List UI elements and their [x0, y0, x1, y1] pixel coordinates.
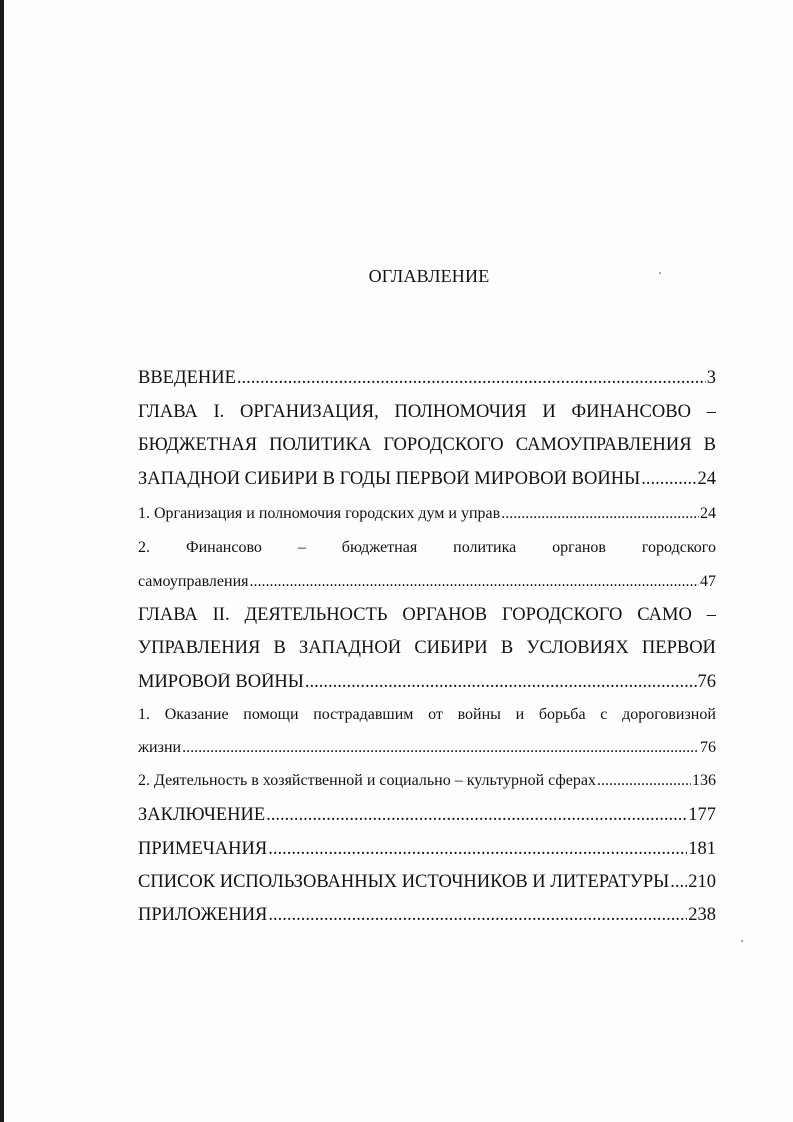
toc-chapter2-line3[interactable]: [138, 673, 716, 692]
toc-word: II.: [212, 606, 230, 625]
toc-section-2-2[interactable]: [138, 773, 716, 789]
toc-chapter2-line1[interactable]: [138, 606, 716, 625]
toc-section-2-1-line1[interactable]: [138, 707, 716, 723]
scan-speck: [741, 940, 743, 942]
toc-word: Оказание: [164, 707, 229, 723]
toc-word: И: [542, 403, 556, 422]
leader-dots: [268, 906, 687, 925]
toc-word: –: [706, 606, 716, 625]
toc-word: –: [706, 403, 716, 422]
toc-section-1-2-line1[interactable]: [138, 540, 716, 556]
toc-word: ФИНАНСОВО: [571, 403, 691, 422]
leader-dots: [182, 740, 699, 756]
toc-entry-label: СПИСОК ИСПОЛЬЗОВАННЫХ ИСТОЧНИКОВ И ЛИТЕРАТУРЫ: [138, 873, 670, 892]
toc-word: В: [500, 639, 514, 658]
toc-chapter2-line2[interactable]: [138, 639, 716, 658]
leader-dots: [501, 506, 699, 522]
toc-word: 1.: [138, 707, 150, 723]
toc-entry-notes[interactable]: [138, 840, 716, 859]
toc-entry-page: 76: [700, 740, 716, 756]
toc-entry-label: 1. Организация и полномочия городских дум и управ: [138, 506, 501, 522]
toc-word: войны: [457, 707, 501, 723]
toc-word: ГОРОДСКОГО: [502, 606, 623, 625]
toc-entry-conclusion[interactable]: [138, 806, 716, 825]
toc-entry-page: 136: [692, 773, 716, 789]
page-title: ОГЛАВЛЕНИЕ: [368, 266, 490, 286]
toc-word: дороговизной: [622, 707, 716, 723]
toc-word: –: [297, 540, 306, 556]
leader-dots: [268, 840, 687, 859]
toc-chapter1-line2[interactable]: [138, 436, 716, 455]
toc-word: и: [515, 707, 525, 723]
toc-entry-label: самоуправления: [138, 574, 249, 590]
toc-word: В: [703, 436, 716, 455]
toc-chapter1-line3[interactable]: [138, 470, 716, 489]
toc-entry-label: ПРИЛОЖЕНИЯ: [138, 906, 268, 925]
toc-section-1-2-line2[interactable]: [138, 574, 716, 590]
toc-entry-sources[interactable]: [138, 873, 716, 892]
toc-word: ЗАПАДНОЙ: [299, 639, 402, 658]
toc-word: УСЛОВИЯХ: [526, 639, 629, 658]
leader-dots: [597, 773, 691, 789]
toc-entry-label: жизни: [138, 740, 182, 756]
toc-entry-page: 177: [688, 806, 716, 825]
toc-word: от: [428, 707, 443, 723]
toc-entry-label: ЗАПАДНОЙ СИБИРИ В ГОДЫ ПЕРВОЙ МИРОВОЙ ВОЙНЫ: [138, 470, 641, 489]
toc-entry-page: 238: [688, 906, 716, 925]
toc-word: борьба: [538, 707, 586, 723]
toc-word: СИБИРИ: [414, 639, 488, 658]
toc-word: ПЕРВОЙ: [641, 639, 716, 658]
leader-dots: [641, 470, 696, 489]
toc-word: ОРГАНОВ: [402, 606, 488, 625]
scan-edge: [0, 0, 4, 1122]
toc-word: САМОУПРАВЛЕНИЯ: [515, 436, 692, 455]
toc-word: ДЕЯТЕЛЬНОСТЬ: [244, 606, 388, 625]
toc-word: ПОЛНОМОЧИЯ: [394, 403, 527, 422]
toc-entry-label: ВВЕДЕНИЕ: [138, 369, 236, 388]
toc-entry-page: 24: [700, 506, 716, 522]
toc-entry-label: МИРОВОЙ ВОЙНЫ: [138, 673, 304, 692]
toc-word: пострадавшим: [313, 707, 414, 723]
toc-word: В: [273, 639, 286, 658]
toc-word: ОРГАНИЗАЦИЯ,: [240, 403, 379, 422]
toc-entry-page: 181: [688, 840, 716, 859]
toc-section-2-1-line2[interactable]: [138, 740, 716, 756]
toc-word: ГЛАВА: [138, 606, 198, 625]
toc-entry-page: 3: [706, 369, 716, 388]
toc-word: помощи: [243, 707, 299, 723]
toc-word: 2.: [138, 540, 150, 556]
toc-entry-page: 76: [697, 673, 716, 692]
toc-entry-page: 47: [700, 574, 716, 590]
toc-entry-intro[interactable]: [138, 369, 716, 388]
toc-word: ГЛАВА: [138, 403, 198, 422]
toc-word: органов: [552, 540, 606, 556]
toc-word: с: [600, 707, 608, 723]
toc-entry-label: ЗАКЛЮЧЕНИЕ: [138, 806, 266, 825]
toc-word: ГОРОДСКОГО: [383, 436, 504, 455]
toc-word: БЮДЖЕТНАЯ: [138, 436, 258, 455]
toc-word: ПОЛИТИКА: [269, 436, 372, 455]
toc-entry-page: 210: [688, 873, 716, 892]
toc-word: УПРАВЛЕНИЯ: [138, 639, 261, 658]
leader-dots: [237, 369, 706, 388]
leader-dots: [250, 574, 700, 590]
toc-word: бюджетная: [341, 540, 418, 556]
toc-entry-appendices[interactable]: [138, 906, 716, 925]
toc-word: политика: [453, 540, 517, 556]
toc-entry-label: 2. Деятельность в хозяйственной и социально – культурной сферах: [138, 773, 596, 789]
toc-word: городского: [641, 540, 716, 556]
toc-entry-page: 24: [697, 470, 716, 489]
toc-entry-label: ПРИМЕЧАНИЯ: [138, 840, 268, 859]
leader-dots: [305, 673, 697, 692]
scan-speck: [659, 272, 661, 274]
leader-dots: [266, 806, 687, 825]
leader-dots: [670, 873, 687, 892]
toc-chapter1-line1[interactable]: [138, 403, 716, 422]
toc-word: Финансово: [185, 540, 262, 556]
toc-word: САМО: [637, 606, 692, 625]
toc-section-1-1[interactable]: [138, 506, 716, 522]
toc-word: I.: [213, 403, 225, 422]
